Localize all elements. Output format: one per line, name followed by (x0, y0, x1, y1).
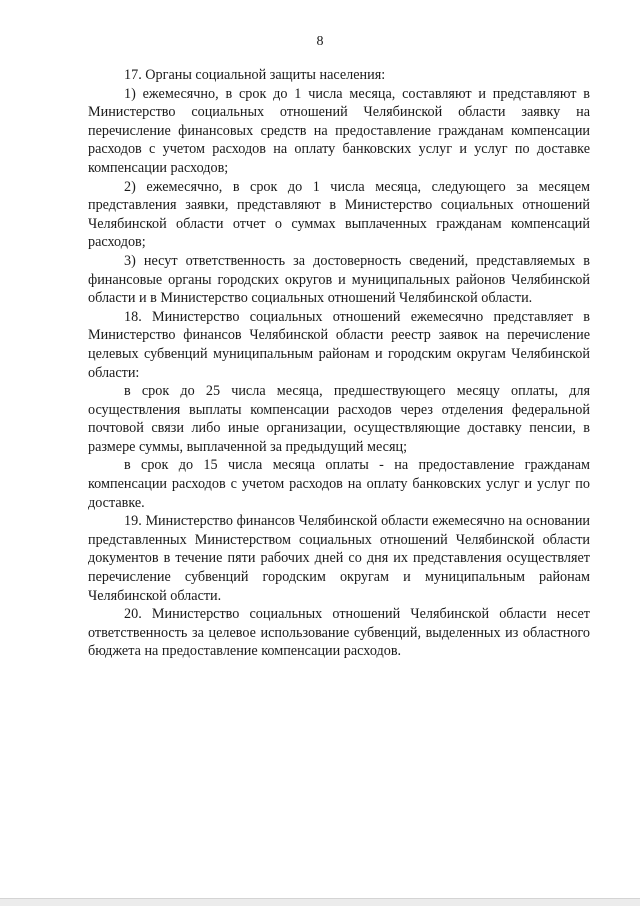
paragraph-18: 18. Министерство социальных отношений ежемесячно представляет в Министерство финансов Челябинской области реестр заявок на перечисление целевых субвенций муниципальным районам и городским округам Челябинской области: (88, 308, 590, 381)
paragraph-17-item-1: 1) ежемесячно, в срок до 1 числа месяца, составляют и представляют в Министерство социальных отношений Челябинской области заявку на перечисление финансовых средств на предоставление гражданам компенсации расходов с учетом расходов на оплату банковских услуг и услуг по доставке компенсации расходов; (88, 85, 590, 176)
paragraph-20: 20. Министерство социальных отношений Челябинской области несет ответственность за целевое использование субвенций, выделенных из областного бюджета на предоставление компенсации расходов. (88, 606, 590, 660)
paragraph-17-heading: 17. Органы социальной защиты населения: (124, 67, 386, 83)
paragraph-17-item-2: 2) ежемесячно, в срок до 1 числа месяца, следующего за месяцем представления заявки, представляют в Министерство социальных отношений Челябинской области отчет о суммах выплаченных гражданам компенсаций расходов; (88, 178, 590, 251)
document-body (88, 66, 590, 661)
paragraph-17-item-3: 3) несут ответственность за достоверность сведений, представляемых в финансовые органы городских округов и муниципальных районов Челябинской области и в Министерство социальных отношений Челябинской области. (88, 252, 590, 307)
page-number: 8 (316, 34, 324, 49)
paragraph-18-deadline-25: в срок до 25 числа месяца, предшествующего месяцу оплаты, для осуществления выплаты компенсации расходов через отделения федеральной почтовой связи либо иные организации, осуществляющие доставку пенсии, в размере суммы, выплаченной за предыдущий месяц; (88, 383, 590, 455)
paragraph-19: 19. Министерство финансов Челябинской области ежемесячно на основании представленных Министерством социальных отношений Челябинской области документов в течение пяти рабочих дней со дня их представления осуществляет перечисление субвенций городским округам и муниципальным районам Челябинской области. (88, 513, 590, 604)
paragraph-18-deadline-15: в срок до 15 числа месяца оплаты - на предоставление гражданам компенсации расходов с учетом расходов на оплату банковских услуг и услуг по доставке. (88, 457, 590, 511)
